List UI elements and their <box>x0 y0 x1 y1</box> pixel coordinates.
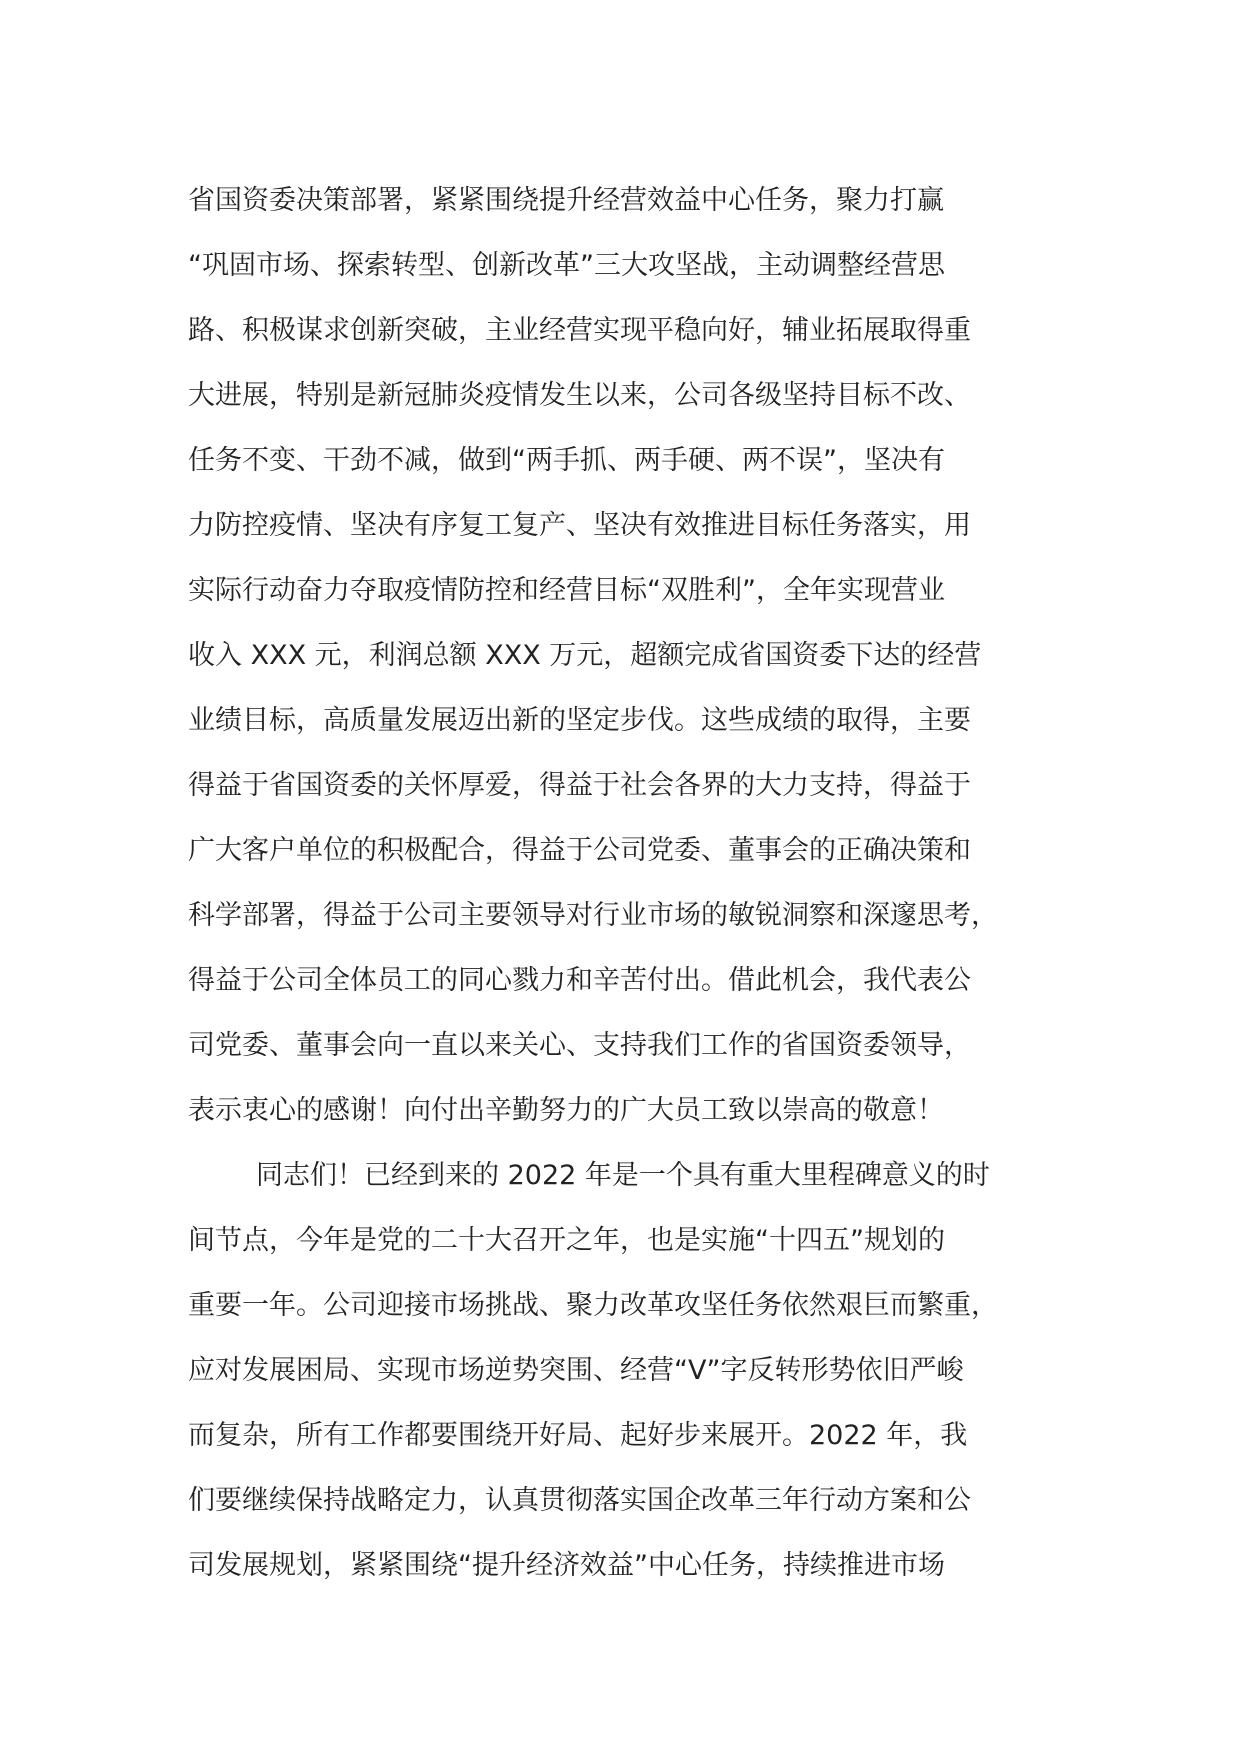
text-line: 得益于公司全体员工的同心戮力和辛苦付出。借此机会，我代表公 <box>188 965 971 996</box>
text-line: 重要一年。公司迎接市场挑战、聚力改革攻坚任务依然艰巨而繁重， <box>188 1290 998 1321</box>
text-line: 收入 XXX 元，利润总额 XXX 万元，超额完成省国资委下达的经营 <box>188 640 982 671</box>
text-line: 间节点，今年是党的二十大召开之年，也是实施“十四五”规划的 <box>188 1225 945 1256</box>
text-line: 而复杂，所有工作都要围绕开好局、起好步来展开。2022 年，我 <box>188 1420 968 1451</box>
text-line: 科学部署，得益于公司主要领导对行业市场的敏锐洞察和深邃思考， <box>188 900 998 931</box>
document-body <box>188 168 1068 1598</box>
text-line: 应对发展困局、实现市场逆势突围、经营“V”字反转形势依旧严峻 <box>188 1355 964 1386</box>
paragraph-start-line: 同志们！已经到来的 2022 年是一个具有重大里程碑意义的时 <box>256 1160 990 1191</box>
text-line: 们要继续保持战略定力，认真贯彻落实国企改革三年行动方案和公 <box>188 1485 971 1516</box>
text-line: 广大客户单位的积极配合，得益于公司党委、董事会的正确决策和 <box>188 835 971 866</box>
text-line: “巩固市场、探索转型、创新改革”三大攻坚战，主动调整经营思 <box>188 250 945 281</box>
text-line: 力防控疫情、坚决有序复工复产、坚决有效推进目标任务落实，用 <box>188 510 971 541</box>
text-line: 业绩目标，高质量发展迈出新的坚定步伐。这些成绩的取得，主要 <box>188 705 971 736</box>
text-line: 大进展，特别是新冠肺炎疫情发生以来，公司各级坚持目标不改、 <box>188 380 971 411</box>
text-line: 实际行动奋力夺取疫情防控和经营目标“双胜利”，全年实现营业 <box>188 575 945 606</box>
text-line: 表示衷心的感谢！向付出辛勤努力的广大员工致以崇高的敬意！ <box>188 1095 944 1126</box>
text-line: 路、积极谋求创新突破，主业经营实现平稳向好，辅业拓展取得重 <box>188 315 971 346</box>
text-line: 司发展规划，紧紧围绕“提升经济效益”中心任务，持续推进市场 <box>188 1550 945 1581</box>
text-line: 得益于省国资委的关怀厚爱，得益于社会各界的大力支持，得益于 <box>188 770 971 801</box>
text-line: 任务不变、干劲不减，做到“两手抓、两手硬、两不误”，坚决有 <box>188 445 945 476</box>
text-line: 司党委、董事会向一直以来关心、支持我们工作的省国资委领导， <box>188 1030 971 1061</box>
text-line: 省国资委决策部署，紧紧围绕提升经营效益中心任务，聚力打赢 <box>188 185 944 216</box>
